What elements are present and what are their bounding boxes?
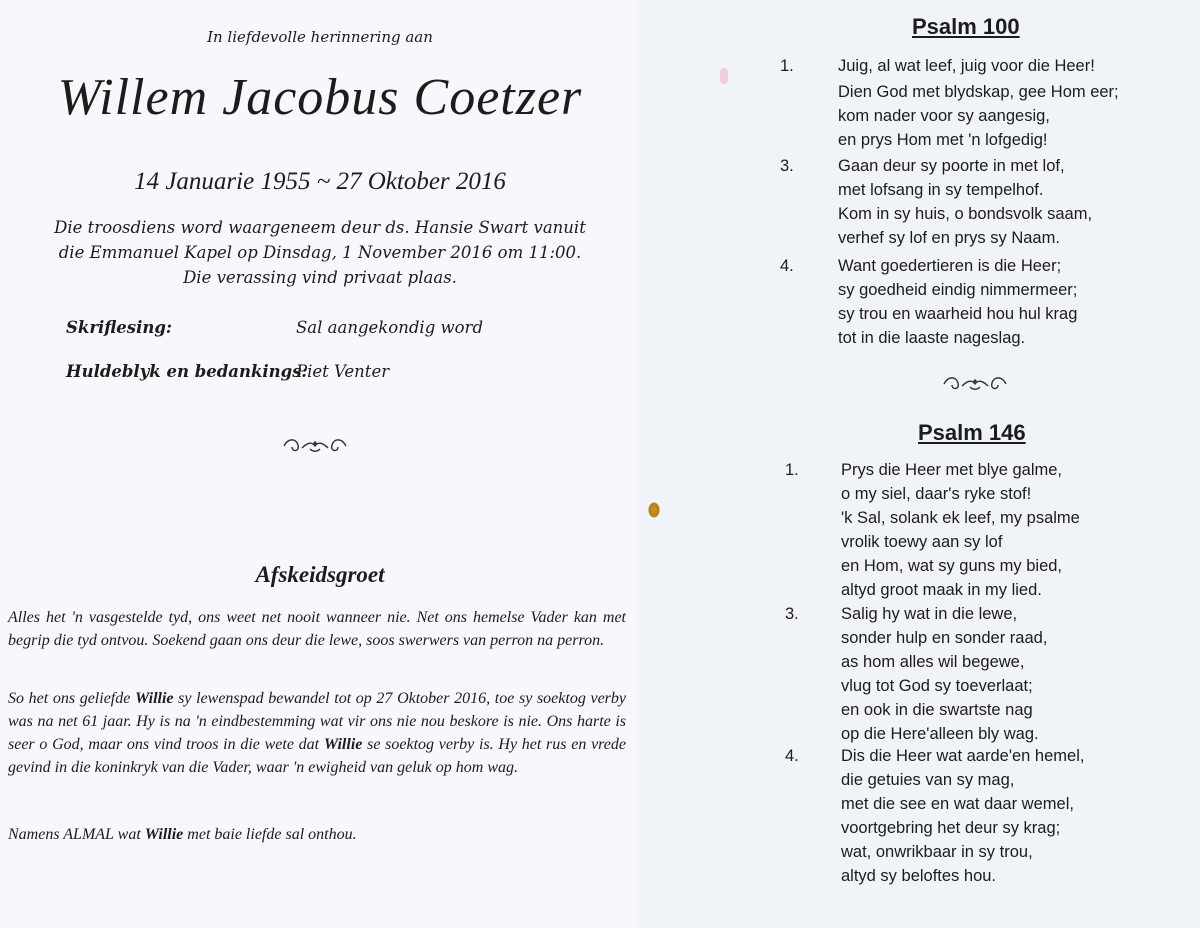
verse-line: voortgebring het deur sy krag; — [841, 819, 1061, 837]
afskeid-paragraph-1: Alles het 'n vasgestelde tyd, ons weet net nooit wanneer nie. Net ons hemelse Vader kan met begrip die tyd ontvou. Soekend gaan ons deur die lewe, soos swerwers van perron na perron. — [8, 609, 626, 649]
name-emphasis: Willie — [323, 736, 363, 753]
verse-line: en prys Hom met 'n lofgedig! — [838, 131, 1048, 149]
service-line: Die troosdiens word waargeneem deur ds. Hansie Swart vanuit — [54, 218, 586, 237]
verse-line: Gaan deur sy poorte in met lof, — [838, 157, 1065, 175]
verse-line: o my siel, daar's ryke stof! — [841, 485, 1032, 503]
verse-line: as hom alles wil begewe, — [841, 653, 1025, 671]
verse-number: 4. — [785, 747, 799, 765]
verse-number: 1. — [780, 57, 794, 75]
verse-line: Dis die Heer wat aarde'en hemel, — [841, 747, 1085, 765]
text-fragment: se soektog verby is. Hy het rus en vrede gevind in die koninkryk van die Vader, waar 'n ewigheid van geluk op hom wag. — [8, 736, 627, 776]
verse-line: tot in die laaste nageslag. — [838, 329, 1026, 347]
verse-line: die getuies van sy mag, — [841, 771, 1015, 789]
intro-text: In liefdevolle herinnering aan — [207, 28, 433, 46]
verse-line: op die Here'alleen bly wag. — [841, 725, 1039, 743]
skriflesing-row — [66, 318, 484, 337]
verse-line: 'k Sal, solank ek leef, my psalme — [841, 509, 1080, 527]
scroll-ornament-icon — [280, 436, 350, 456]
psalm-100-title: Psalm 100 — [912, 14, 1020, 39]
verse-line: sonder hulp en sonder raad, — [841, 629, 1048, 647]
verse-number: 4. — [780, 257, 794, 275]
huldeblyk-row — [66, 362, 390, 381]
text-fragment: Namens ALMAL wat — [8, 826, 145, 843]
scroll-ornament-icon — [940, 374, 1010, 394]
verse-number: 3. — [785, 605, 799, 623]
verse-line: sy goedheid eindig nimmermeer; — [838, 281, 1078, 299]
verse-line: Want goedertieren is die Heer; — [838, 257, 1062, 275]
text-fragment: met baie liefde sal onthou. — [183, 826, 357, 843]
verse-line: vlug tot God sy toeverlaat; — [841, 677, 1033, 695]
service-line: Die verassing vind privaat plaas. — [183, 268, 457, 287]
paper-mark — [720, 68, 728, 84]
verse-line: Prys die Heer met blye galme, — [841, 461, 1063, 479]
text-fragment: So het ons geliefde — [8, 690, 135, 707]
verse-line: altyd sy beloftes hou. — [841, 867, 997, 885]
verse-line: wat, onwrikbaar in sy trou, — [841, 843, 1033, 861]
service-details — [0, 215, 640, 290]
afskeid-paragraph-2 — [8, 687, 626, 779]
deceased-name: Willem Jacobus Coetzer — [57, 69, 583, 126]
verse-line: vrolik toewy aan sy lof — [841, 533, 1003, 551]
paper-stain — [648, 502, 660, 518]
name-emphasis: Willie — [144, 826, 184, 843]
verse-line: Kom in sy huis, o bondsvolk saam, — [838, 205, 1093, 223]
verse-number: 3. — [780, 157, 794, 175]
verse-line: kom nader voor sy aangesig, — [838, 107, 1050, 125]
verse-line: altyd groot maak in my lied. — [841, 581, 1042, 599]
verse-line: Juig, al wat leef, juig voor die Heer! — [838, 57, 1095, 75]
service-line: die Emmanuel Kapel op Dinsdag, 1 November 2016 om 11:00. — [58, 243, 582, 262]
verse-line: met die see en wat daar wemel, — [841, 795, 1074, 813]
verse-line: Dien God met blydskap, gee Hom eer; — [838, 83, 1119, 101]
afskeid-title: Afskeidsgroet — [255, 562, 385, 587]
verse-number: 1. — [785, 461, 799, 479]
name-emphasis: Willie — [134, 690, 174, 707]
verse-line: sy trou en waarheid hou hul krag — [838, 305, 1078, 323]
verse-line: en Hom, wat sy guns my bied, — [841, 557, 1063, 575]
psalm-146-title: Psalm 146 — [918, 420, 1026, 445]
afskeid-paragraph-3 — [8, 823, 626, 846]
huldeblyk-value: Piet Venter — [296, 362, 390, 381]
text-fragment: sy lewenspad bewandel tot op 27 Oktober 2016, toe sy soektog verby was na net 61 jaar. Hy is na 'n eindbestemming wat vir ons nie nou beskore is nie. Ons harte is seer o God, maar ons vind troos in die wete dat — [8, 690, 626, 753]
verse-line: met lofsang in sy tempelhof. — [838, 181, 1044, 199]
life-dates: 14 Januarie 1955 ~ 27 Oktober 2016 — [134, 168, 506, 195]
skriflesing-value: Sal aangekondig word — [296, 318, 484, 337]
verse-line: en ook in die swartste nag — [841, 701, 1033, 719]
skriflesing-label: Skriflesing: — [66, 318, 172, 337]
verse-line: verhef sy lof en prys sy Naam. — [838, 229, 1060, 247]
page-fold — [638, 0, 642, 928]
huldeblyk-label: Huldeblyk en bedankings: — [66, 362, 308, 381]
verse-line: Salig hy wat in die lewe, — [841, 605, 1018, 623]
